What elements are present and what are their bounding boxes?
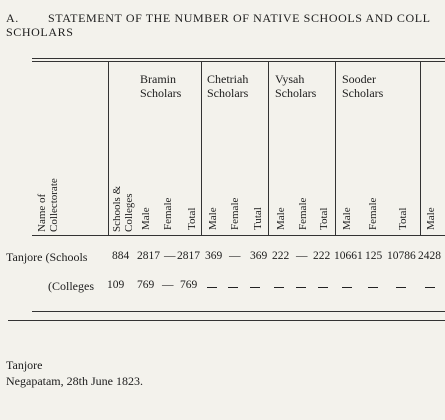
document-title-line2: SCHOLARS — [6, 25, 74, 39]
table-top-rule-lower — [32, 61, 445, 62]
bramin-header: Bramin Scholars — [140, 72, 182, 100]
row-colleges-label: (Colleges — [48, 279, 94, 293]
chetriah-female-header: Female — [229, 197, 241, 230]
col-sep-3 — [268, 62, 269, 235]
vysah-total-header: Total — [318, 207, 330, 230]
section-letter: A. — [6, 11, 19, 25]
colleges-bramin-total: 769 — [180, 279, 198, 291]
footer-place: Tanjore — [6, 358, 43, 372]
colleges-empty-dash — [250, 287, 260, 288]
table-top-rule-upper — [32, 58, 445, 59]
colleges-empty-dash — [228, 287, 238, 288]
schools-count: 884 — [112, 250, 130, 262]
last-male-header: Male — [425, 207, 437, 230]
sooder-male-header: Male — [341, 207, 353, 230]
table-header-bottom-rule — [32, 235, 445, 236]
vysah-header: Vysah Scholars — [275, 72, 317, 100]
schools-sooder-male: 10661 — [334, 250, 363, 262]
schools-chetriah-total: 369 — [250, 250, 268, 262]
chetriah-total-header: Tutal — [252, 207, 264, 230]
footer-place-date: Negapatam, 28th June 1823. — [6, 374, 143, 388]
collectorate-header: Name of Collectorate — [36, 178, 60, 232]
schools-vysah-male: 222 — [272, 250, 290, 262]
colleges-empty-dash — [296, 287, 306, 288]
schools-vysah-total: 222 — [313, 250, 331, 262]
colleges-bramin-male: 769 — [137, 279, 155, 291]
sooder-female-header: Female — [367, 197, 379, 230]
row-schools-label: Tanjore (Schools — [6, 250, 88, 264]
colleges-empty-dash — [342, 287, 352, 288]
bramin-male-header: Male — [140, 207, 152, 230]
schools-colleges-header: Schools & Colleges — [111, 185, 135, 232]
bramin-total-header: Total — [186, 207, 198, 230]
schools-last-male: 2428 — [418, 250, 441, 262]
document-title-line1: STATEMENT OF THE NUMBER OF NATIVE SCHOOLS AND COLL — [48, 11, 431, 25]
schools-bramin-male: 2817 — [137, 250, 160, 262]
chetriah-header: Chetriah Scholars — [207, 72, 249, 100]
vysah-male-header: Male — [275, 207, 287, 230]
sooder-total-header: Total — [397, 207, 409, 230]
col-sep-4 — [335, 62, 336, 235]
table-bottom-rule-lower — [8, 320, 445, 321]
schools-sooder-female: 125 — [365, 250, 383, 262]
sooder-header: Sooder Scholars — [342, 72, 384, 100]
schools-bramin-total: 2817 — [177, 250, 200, 262]
colleges-empty-dash — [396, 287, 406, 288]
bramin-female-header: Female — [162, 197, 174, 230]
colleges-empty-dash — [318, 287, 328, 288]
colleges-empty-dash — [207, 287, 217, 288]
colleges-empty-dash — [274, 287, 284, 288]
schools-chetriah-male: 369 — [205, 250, 223, 262]
col-sep-2 — [201, 62, 202, 235]
col-sep-1 — [108, 62, 109, 235]
chetriah-male-header: Male — [207, 207, 219, 230]
schools-bramin-female: — — [164, 250, 176, 262]
schools-sooder-total: 10786 — [387, 250, 416, 262]
schools-chetriah-female: — — [229, 250, 241, 262]
vysah-female-header: Female — [297, 197, 309, 230]
table-bottom-rule-upper — [32, 311, 445, 312]
col-sep-5 — [420, 62, 421, 235]
colleges-count: 109 — [107, 279, 125, 291]
colleges-empty-dash — [425, 287, 435, 288]
schools-vysah-female: — — [296, 250, 308, 262]
colleges-bramin-female: — — [162, 279, 174, 291]
colleges-empty-dash — [368, 287, 378, 288]
